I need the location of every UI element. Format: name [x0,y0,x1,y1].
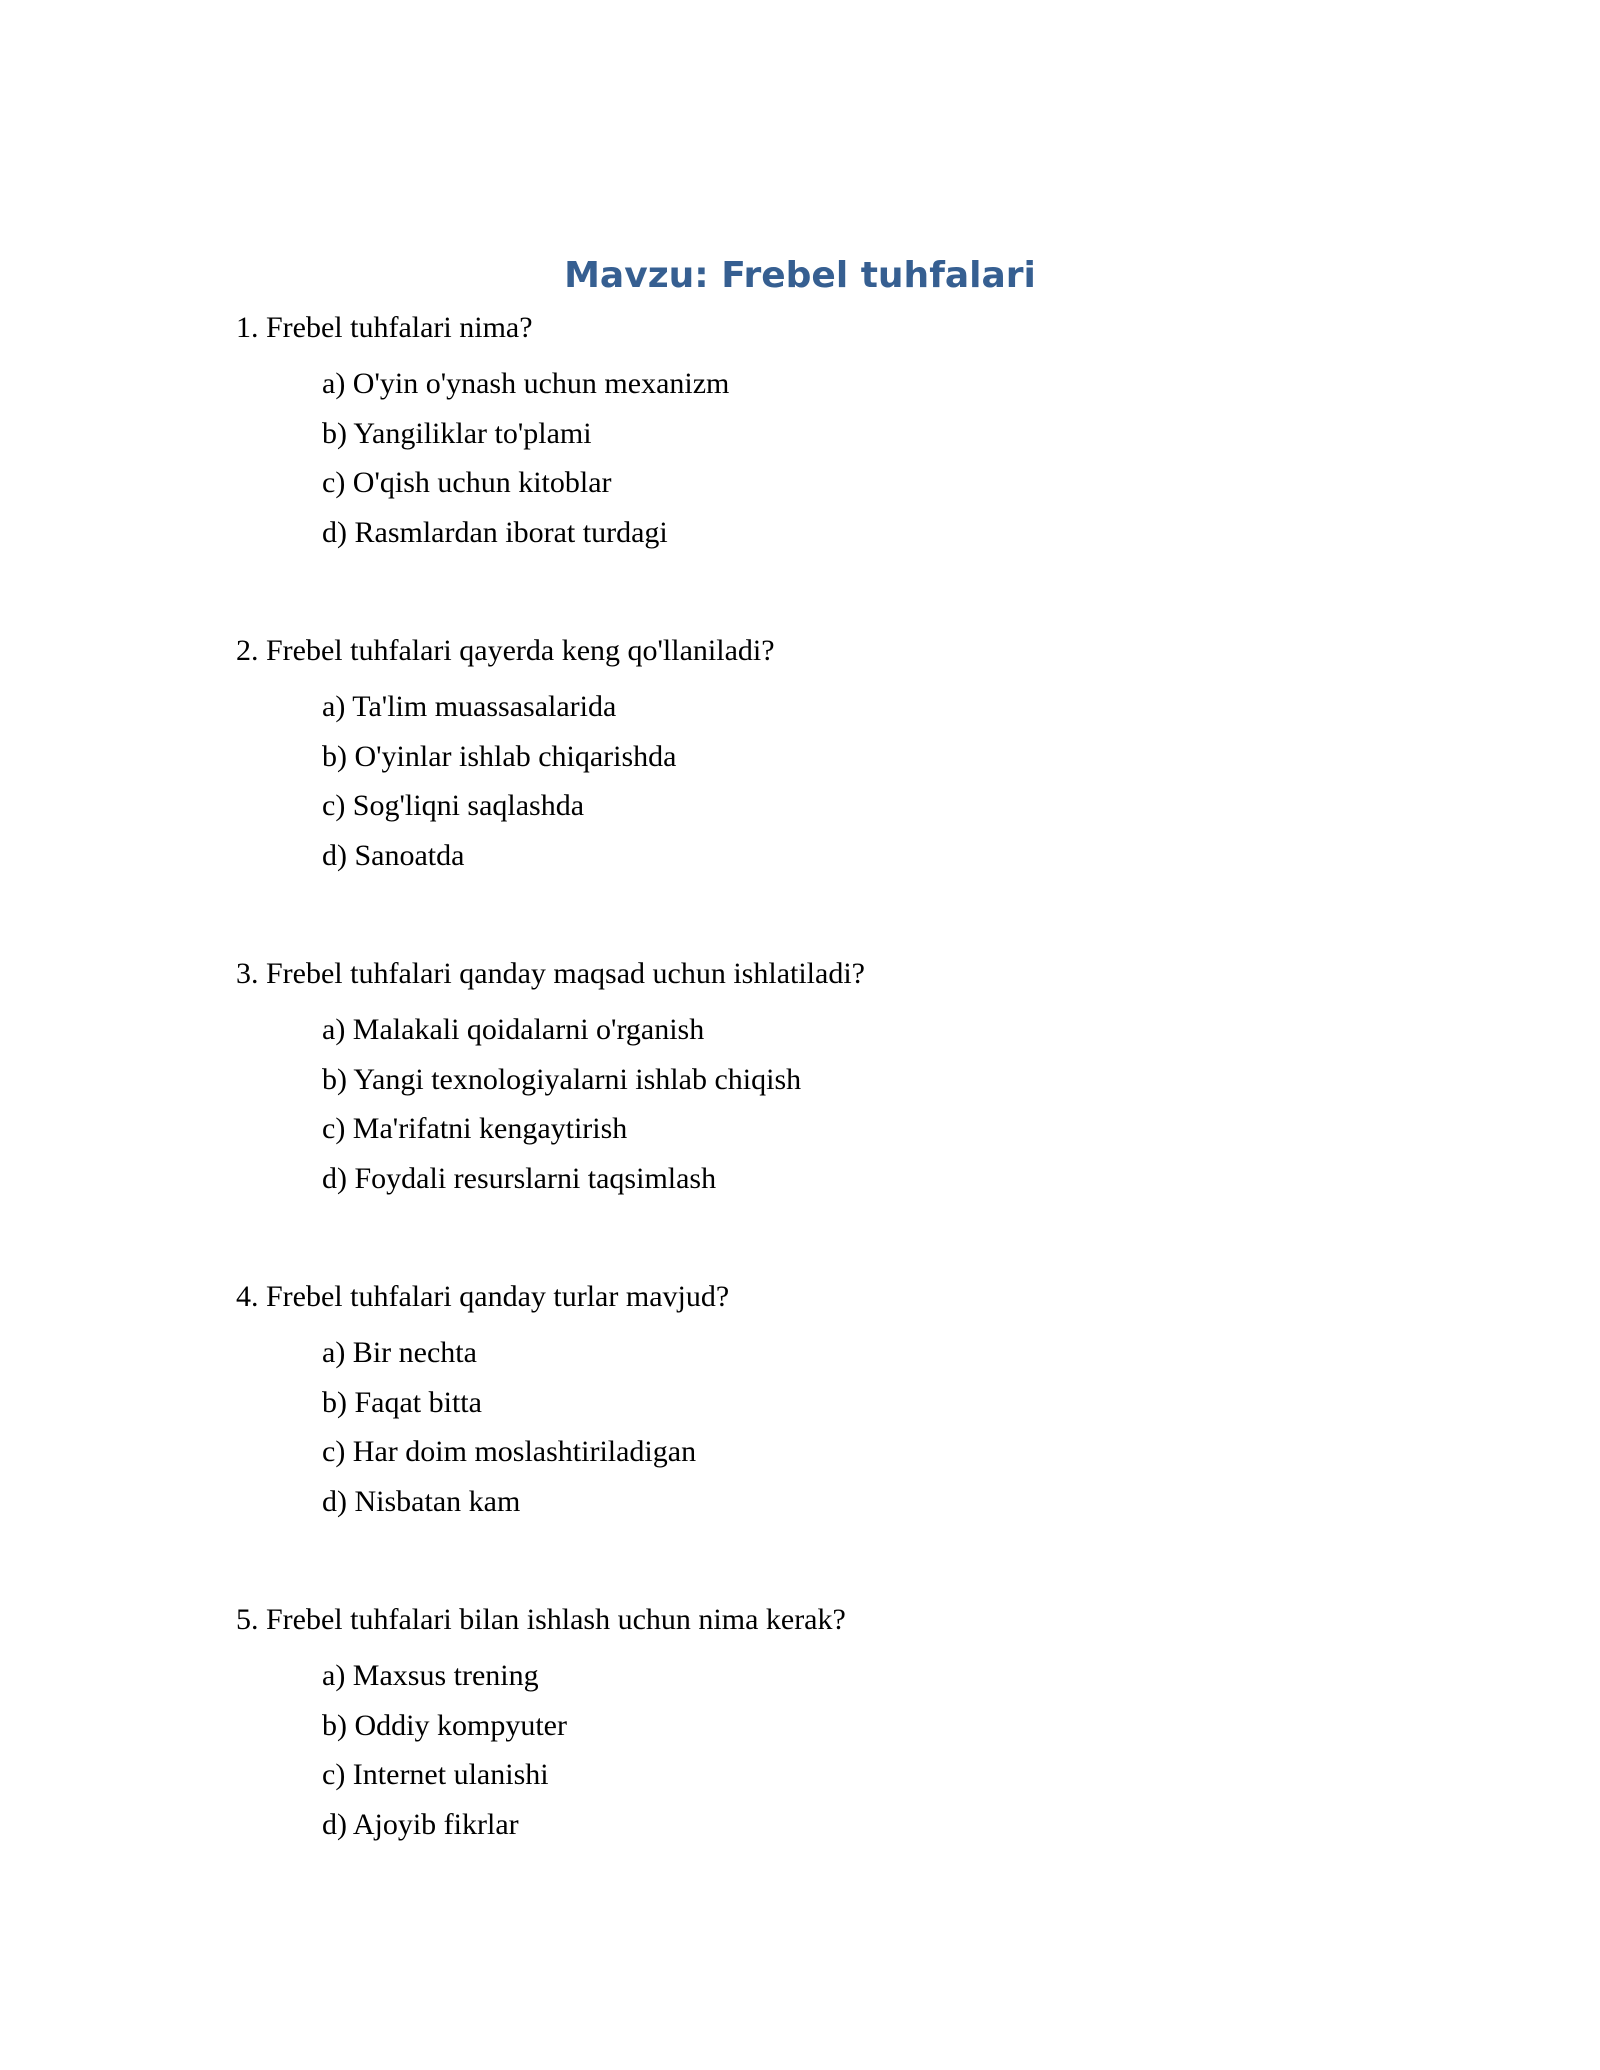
answer-option-a: a) O'yin o'ynash uchun mexanizm [322,367,730,400]
answer-option-c: c) Ma'rifatni kengaytirish [322,1112,628,1145]
answer-option-d: d) Rasmlardan iborat turdagi [322,515,668,549]
answer-option-b: b) Faqat bitta [322,1385,482,1419]
answer-option-b: b) Yangi texnologiyalarni ishlab chiqish [322,1062,802,1096]
page-title: Mavzu: Frebel tuhfalari [564,255,1036,296]
answer-option-a: a) Ta'lim muassasalarida [322,690,617,723]
question-text: 5. Frebel tuhfalari bilan ishlash uchun nima kerak? [236,1603,846,1636]
answer-option-d: d) Foydali resurslarni taqsimlash [322,1161,717,1195]
question-text: 2. Frebel tuhfalari qayerda keng qo'llaniladi? [236,634,775,667]
question-block-4 [236,1277,1436,1531]
question-block-1 [236,308,1436,562]
answer-option-c: c) Har doim moslashtiriladigan [322,1435,697,1468]
answer-option-d: d) Ajoyib fikrlar [322,1807,519,1841]
answer-option-c: c) Sog'liqni saqlashda [322,789,585,822]
answer-options [322,1656,1436,1845]
answer-options [322,687,1436,876]
answer-option-b: b) Oddiy kompyuter [322,1708,567,1742]
question-block-5 [236,1600,1436,1854]
question-text: 3. Frebel tuhfalari qanday maqsad uchun ishlatiladi? [236,957,865,990]
question-block-3 [236,954,1436,1208]
answer-option-c: c) O'qish uchun kitoblar [322,466,612,499]
answer-option-a: a) Malakali qoidalarni o'rganish [322,1013,705,1046]
answer-option-d: d) Sanoatda [322,838,465,872]
answer-option-a: a) Bir nechta [322,1336,477,1369]
answer-option-a: a) Maxsus trening [322,1659,539,1692]
question-text: 1. Frebel tuhfalari nima? [236,311,533,344]
answer-option-c: c) Internet ulanishi [322,1758,549,1791]
answer-option-d: d) Nisbatan kam [322,1484,521,1518]
answer-options [322,1333,1436,1522]
answer-options [322,1010,1436,1199]
answer-options [322,364,1436,553]
answer-option-b: b) O'yinlar ishlab chiqarishda [322,739,677,773]
question-text: 4. Frebel tuhfalari qanday turlar mavjud? [236,1280,730,1313]
question-block-2 [236,631,1436,885]
answer-option-b: b) Yangiliklar to'plami [322,416,592,450]
